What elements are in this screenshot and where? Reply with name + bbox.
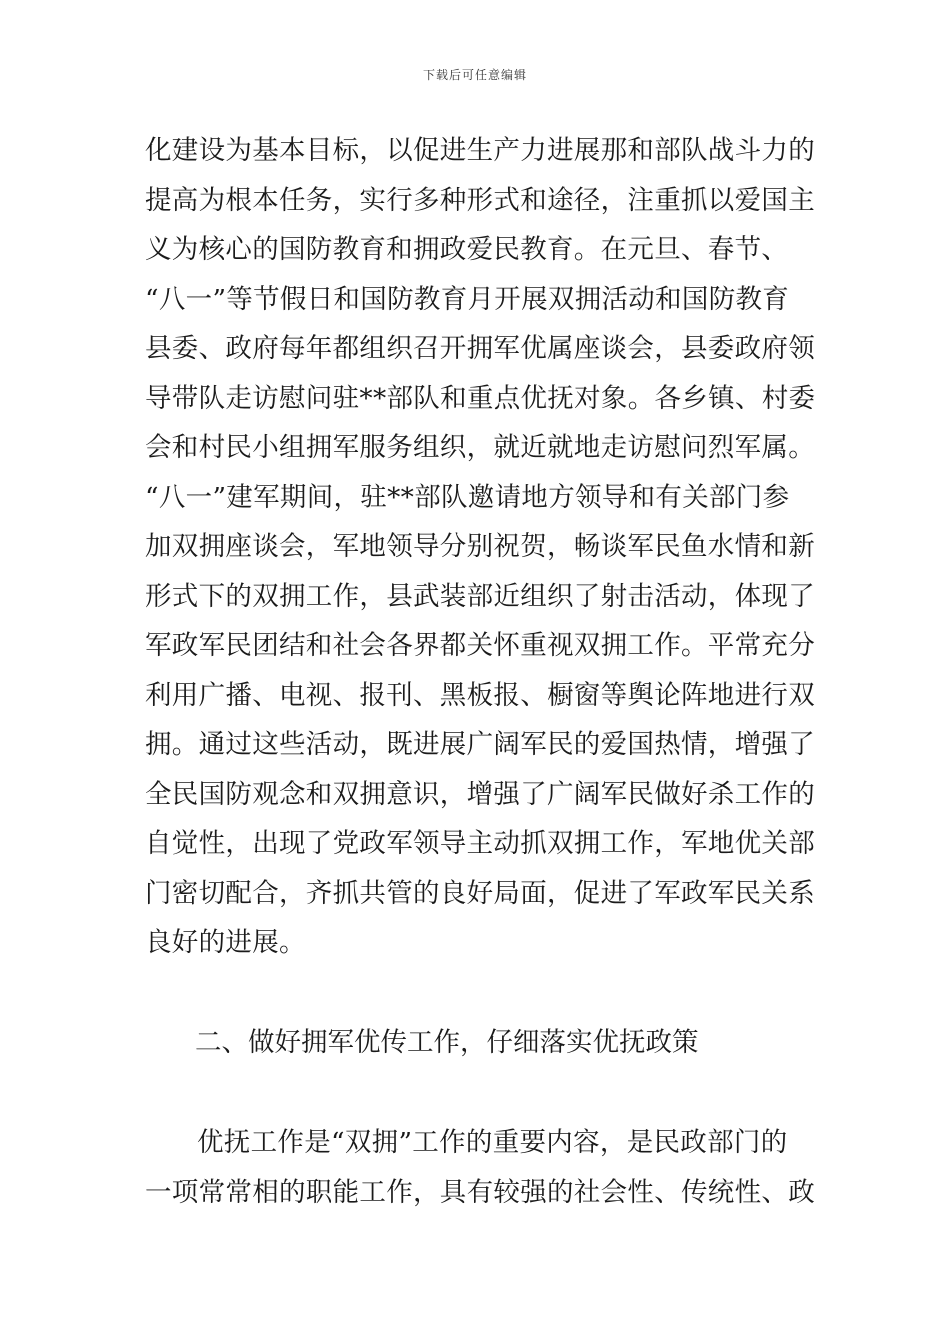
paragraph-line: 化建设为基本目标，以促进生产力进展那和部队战斗力的 [145, 135, 815, 166]
paragraph-line: 形式下的双拥工作，县武装部近组织了射击活动，体现了 [145, 580, 815, 612]
paragraph-line: 军政军民团结和社会各界都关怀重视双拥工作。平常充分 [145, 630, 815, 661]
paragraph-line: “八一”等节假日和国防教育月开展双拥活动和国防教育 [145, 283, 790, 315]
paragraph-line: 导带队走访慰问驻**部队和重点优抚对象。各乡镇、村委 [145, 382, 816, 414]
paragraph-line: 拥。通过这些活动，既进展广阔军民的爱国热情，增强了 [145, 729, 815, 760]
paragraph-line: 自觉性，出现了党政军领导主动抓双拥工作，军地优关部 [145, 828, 815, 859]
paragraph-2 [145, 1118, 815, 1217]
paragraph-line: “八一”建军期间，驻**部队邀请地方领导和有关部门参 [145, 481, 790, 513]
paragraph-line: 一项常常相的职能工作，具有较强的社会性、传统性、政 [145, 1176, 815, 1208]
paragraph-line: 门密切配合，齐抓共管的良好局面，促进了军政军民关系 [145, 877, 815, 909]
paragraph-line: 会和村民小组拥军服务组织，就近就地走访慰问烈军属。 [145, 432, 815, 463]
paragraph-line: 良好的进展。 [145, 927, 306, 958]
paragraph-line: 全民国防观念和双拥意识，增强了广阔军民做好杀工作的 [145, 778, 815, 810]
paragraph-1 [145, 126, 815, 968]
paragraph-line: 县委、政府每年都组织召开拥军优属座谈会，县委政府领 [145, 333, 815, 364]
paragraph-line: 利用广播、电视、报刊、黑板报、橱窗等舆论阵地进行双 [145, 679, 815, 711]
section-heading: 二、做好拥军优传工作，仔细落实优抚政策 [195, 1027, 699, 1058]
page-header: 下载后可任意编辑 [422, 68, 527, 82]
paragraph-line: 加双拥座谈会，军地领导分别祝贺，畅谈军民鱼水情和新 [145, 531, 815, 562]
paragraph-line: 提高为根本任务，实行多种形式和途径，注重抓以爱国主 [145, 184, 815, 216]
paragraph-line: 优抚工作是“双拥”工作的重要内容，是民政部门的 [197, 1127, 788, 1158]
paragraph-line: 义为核心的国防教育和拥政爱民教育。在元旦、春节、 [145, 234, 789, 265]
